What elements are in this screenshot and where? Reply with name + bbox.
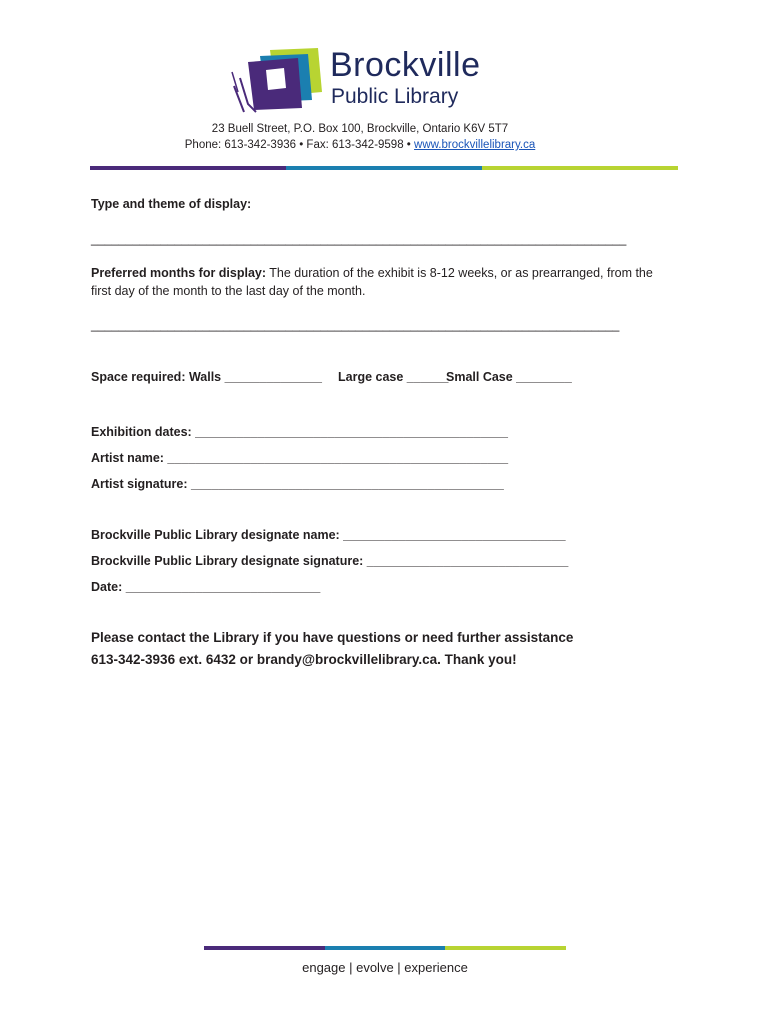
date-field[interactable]: Date: ____________________________: [91, 580, 321, 594]
phone-fax: Phone: 613-342-3936 • Fax: 613-342-9598 •: [184, 139, 415, 151]
brand-name: Brockville: [330, 46, 481, 84]
header-color-bar: [90, 166, 678, 170]
preferred-months-text: The duration of the exhibit is 8-12 weeks, or as prearranged, from the first day of the month to the last day of the month.: [91, 266, 653, 298]
space-walls-field[interactable]: Space required: Walls ______________: [91, 370, 322, 384]
contact-line-2: 613-342-3936 ext. 6432 or brandy@brockvillelibrary.ca. Thank you!: [91, 652, 517, 667]
type-theme-field[interactable]: _____________________________________________________________________________: [91, 232, 627, 246]
artist-name-field[interactable]: Artist name: _________________________________________________: [91, 451, 509, 465]
exhibition-dates-field[interactable]: Exhibition dates: _____________________________________________: [91, 425, 509, 439]
artist-signature-field[interactable]: Artist signature: _____________________________________________: [91, 477, 504, 491]
preferred-months-label: Preferred months for display:: [91, 266, 267, 280]
small-case-field[interactable]: Small Case ________: [446, 370, 572, 384]
designate-name-field[interactable]: Brockville Public Library designate name: ________________________________: [91, 528, 566, 542]
contact-line-1: Please contact the Library if you have questions or need further assistance: [91, 630, 574, 645]
designate-signature-field[interactable]: Brockville Public Library designate signature: _____________________________: [91, 554, 569, 568]
large-case-field[interactable]: Large case ______: [338, 370, 449, 384]
footer-tagline: engage | evolve | experience: [302, 960, 468, 975]
brand-subtitle: Public Library: [331, 85, 459, 108]
library-logo: [226, 42, 330, 118]
contact-line: [0, 139, 720, 151]
preferred-months-paragraph: [91, 264, 671, 300]
preferred-months-field[interactable]: ____________________________________________________________________________: [91, 318, 620, 332]
footer-color-bar: [204, 946, 566, 950]
type-theme-label: Type and theme of display:: [91, 197, 252, 211]
address-line: 23 Buell Street, P.O. Box 100, Brockville, Ontario K6V 5T7: [211, 123, 509, 135]
website-link[interactable]: www.brockvillelibrary.ca: [414, 139, 536, 151]
